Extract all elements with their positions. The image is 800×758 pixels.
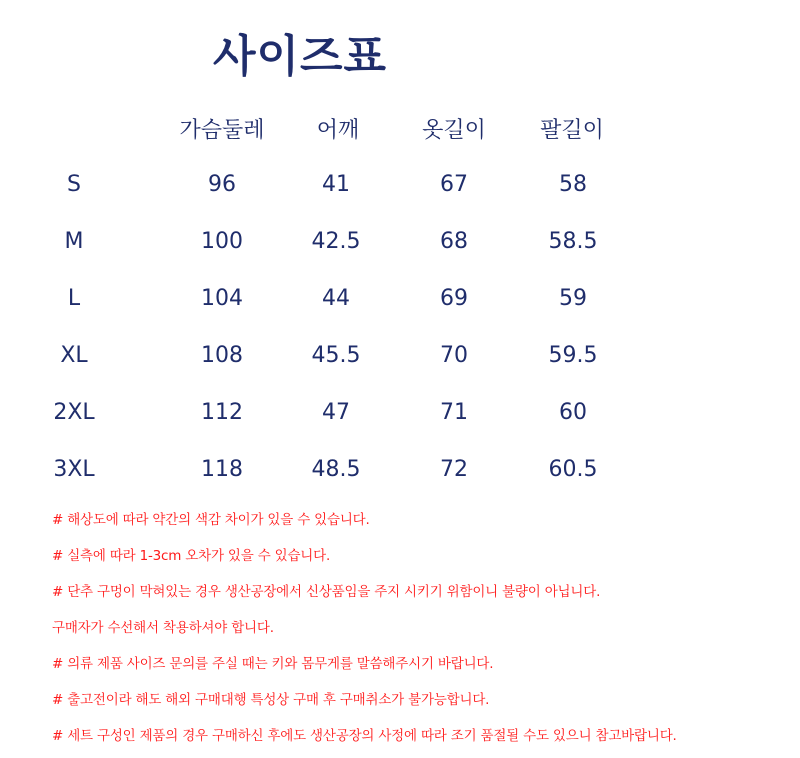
note-item: # 실측에 따라 1-3cm 오차가 있을 수 있습니다. — [52, 548, 331, 564]
table-cell: 69 — [440, 286, 468, 311]
table-cell: 48.5 — [311, 457, 361, 482]
note-item: # 단추 구멍이 막혀있는 경우 생산공장에서 신상품임을 주지 시키기 위함이니 불량이 아닙니다. — [52, 584, 601, 600]
size-label: 2XL — [53, 400, 95, 425]
size-label: M — [64, 229, 84, 254]
note-item: # 세트 구성인 제품의 경우 구매하신 후에도 생산공장의 사정에 따라 조기 품절될 수도 있으니 참고바랍니다. — [52, 728, 677, 744]
note-item: # 출고전이라 해도 해외 구매대행 특성상 구매 후 구매취소가 불가능합니다. — [52, 692, 490, 708]
table-cell: 59 — [559, 286, 587, 311]
table-cell: 60 — [559, 400, 587, 425]
header-chest: 가슴둘레 — [179, 118, 265, 143]
table-cell: 67 — [440, 172, 468, 197]
table-cell: 44 — [322, 286, 350, 311]
table-cell: 72 — [440, 457, 468, 482]
size-label: S — [67, 172, 81, 197]
size-label: L — [67, 286, 81, 311]
table-cell: 112 — [201, 400, 243, 425]
table-cell: 58.5 — [548, 229, 598, 254]
table-cell: 104 — [201, 286, 243, 311]
table-cell: 118 — [201, 457, 243, 482]
table-cell: 59.5 — [548, 343, 598, 368]
table-cell: 47 — [322, 400, 350, 425]
table-cell: 58 — [559, 172, 587, 197]
table-cell: 100 — [201, 229, 243, 254]
table-cell: 71 — [440, 400, 468, 425]
table-cell: 42.5 — [311, 229, 361, 254]
size-label: 3XL — [53, 457, 95, 482]
header-shoulder: 어깨 — [316, 118, 360, 143]
page-title: 사이즈표 — [213, 31, 388, 82]
note-item: # 해상도에 따라 약간의 색감 차이가 있을 수 있습니다. — [52, 512, 370, 528]
header-sleeve: 팔길이 — [540, 118, 604, 143]
note-item: # 의류 제품 사이즈 문의를 주실 때는 키와 몸무게를 말씀해주시기 바랍니다. — [52, 656, 494, 672]
size-label: XL — [60, 343, 88, 368]
table-cell: 60.5 — [548, 457, 598, 482]
table-cell: 108 — [201, 343, 243, 368]
note-item: 구매자가 수선해서 착용하셔야 합니다. — [52, 620, 274, 636]
header-length: 옷길이 — [422, 118, 486, 143]
table-cell: 70 — [440, 343, 468, 368]
table-cell: 96 — [208, 172, 236, 197]
table-cell: 68 — [440, 229, 468, 254]
table-cell: 45.5 — [311, 343, 361, 368]
table-cell: 41 — [322, 172, 350, 197]
